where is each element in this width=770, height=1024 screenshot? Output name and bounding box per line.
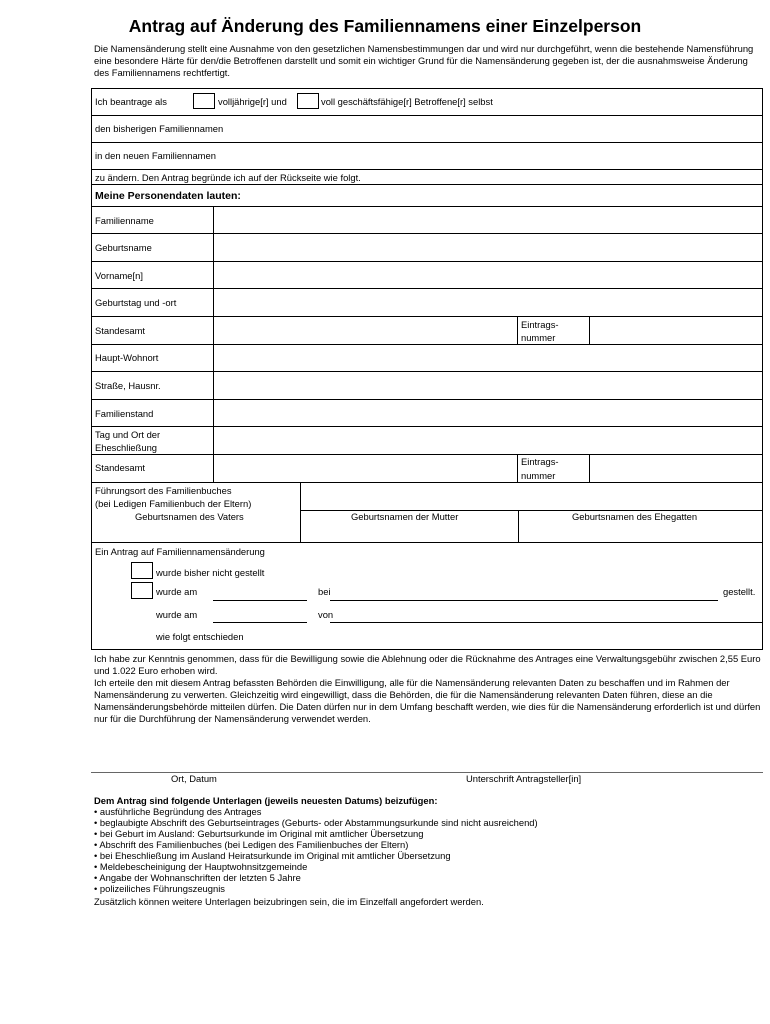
documents-section (94, 795, 764, 907)
label-standesamt-2: Standesamt (95, 462, 146, 473)
reason-text: zu ändern. Den Antrag begründe ich auf der Rückseite wie folgt. (95, 172, 361, 183)
geburtstag-field[interactable] (91, 316, 763, 317)
made-authority-field[interactable] (330, 600, 718, 601)
label-bei: bei (318, 586, 331, 597)
intro-text: Die Namensänderung stellt eine Ausnahme von den gesetzlichen Namensbestimmungen dar und wird nur durchgeführt, wenn die bestehende Namensführung eine besondere Härte für den/die Betroffenen darstellt und somit ein wichtiger Grund für die Namensänderung gegeben ist, der die ausnahmsweise Änderung des Familiennamens rechtfertigt. (94, 43, 754, 78)
request-option-1: volljährige[r] und (218, 96, 287, 107)
made-date-field[interactable] (213, 600, 307, 601)
consent-fee: Ich habe zur Kenntnis genommen, dass für die Bewilligung sowie die Ablehnung oder die Rücknahme des Antrages eine Verwaltungsgebühr zwischen 2,55 Euro und 1.022 Euro erhoben wird. (94, 653, 761, 676)
label-made-am: wurde am (156, 586, 198, 597)
consent-text (94, 653, 764, 725)
label-place-date: Ort, Datum (171, 773, 217, 784)
label-signature: Unterschrift Antragsteller[in] (466, 773, 582, 784)
strasse-field[interactable] (91, 399, 763, 400)
label-gestellt: gestellt. (723, 586, 756, 597)
vorname-field[interactable] (91, 288, 763, 289)
label-gn-vater: Geburtsnamen des Vaters (135, 511, 244, 522)
label-new-name: in den neuen Familiennamen (95, 150, 216, 161)
label-eintragsnummer-2b: nummer (521, 470, 556, 481)
request-option-2: voll geschäftsfähige[r] Betroffene[r] selbst (321, 96, 493, 107)
familienstand-field[interactable] (91, 426, 763, 427)
decided-authority-field[interactable] (330, 622, 762, 623)
checkbox-made[interactable] (131, 582, 153, 599)
checkbox-geschaeftsfaehig[interactable] (297, 93, 319, 109)
list-item: • bei Eheschließung im Ausland Heiratsurkunde im Original mit amtlicher Übersetzung (94, 850, 764, 861)
documents-heading: Dem Antrag sind folgende Unterlagen (jeweils neuesten Datums) beizufügen: (94, 795, 438, 806)
eheschliessung-field[interactable] (91, 454, 763, 455)
list-item: • beglaubigte Abschrift des Geburtseintrages (Geburts- oder Abstammungsurkunde sind nicht ausreichend) (94, 817, 764, 828)
decided-date-field[interactable] (213, 622, 307, 623)
label-familienstand: Familienstand (95, 408, 154, 419)
list-item: • Angabe der Wohnanschriften der letzten 5 Jahre (94, 872, 764, 883)
label-von: von (318, 609, 334, 620)
checkbox-volljaehrig[interactable] (193, 93, 215, 109)
old-name-field[interactable] (91, 142, 763, 143)
new-name-field[interactable] (91, 169, 763, 170)
request-prefix: Ich beantrage als (95, 96, 167, 107)
hauptwohnort-field[interactable] (91, 371, 763, 372)
label-decided: wie folgt entschieden (156, 631, 244, 642)
list-item: • Abschrift des Familienbuches (bei Ledigen des Familienbuches der Eltern) (94, 839, 764, 850)
label-decided-am: wurde am (156, 609, 198, 620)
standesamt-field[interactable] (91, 344, 763, 345)
documents-footer: Zusätzlich können weitere Unterlagen beizubringen sein, die im Einzelfall angefordert werden. (94, 896, 484, 907)
documents-list (94, 806, 764, 894)
label-geburtsname: Geburtsname (95, 242, 152, 253)
standesamt-2-field[interactable] (91, 482, 763, 483)
label-standesamt: Standesamt (95, 325, 146, 336)
label-eintragsnummer-2a: Eintrags- (521, 456, 559, 467)
familienname-field[interactable] (91, 233, 763, 234)
list-item: • bei Geburt im Ausland: Geburtsurkunde im Original mit amtlicher Übersetzung (94, 828, 764, 839)
label-eintragsnummer-1a: Eintrags- (521, 319, 559, 330)
geburtsname-field[interactable] (91, 261, 763, 262)
label-gn-ehegatte: Geburtsnamen des Ehegatten (572, 511, 698, 522)
label-eheschliessung-1: Tag und Ort der (95, 429, 161, 440)
personal-heading: Meine Personendaten lauten: (95, 190, 241, 202)
label-strasse: Straße, Hausnr. (95, 380, 161, 391)
label-fuehrungsort-2: (bei Ledigen Familienbuch der Eltern) (95, 498, 252, 509)
consent-data: Ich erteile den mit diesem Antrag befassten Behörden die Einwilligung, alle für die Namensänderung relevanten Daten zu beschaffen und im Rahmen der Namensänderung zu verwerten. Gleichzeitig wird eingewilligt, dass die Behörden, die für die Namensänderung relevanten Daten führen, diese an die Namensänderungsbehörde mitteilen dürfen. Die Daten dürfen nur in dem Umfang beschafft werden, wie dies für die Namensänderung erforderlich ist und dürfen nur für die Durchführung der Namensänderung verwendet werden. (94, 677, 761, 724)
label-eintragsnummer-1b: nummer (521, 332, 556, 343)
label-vorname: Vorname[n] (95, 270, 143, 281)
label-geburtstag: Geburtstag und -ort (95, 297, 177, 308)
label-fuehrungsort-1: Führungsort des Familienbuches (95, 485, 232, 496)
checkbox-not-made[interactable] (131, 562, 153, 579)
label-not-made: wurde bisher nicht gestellt (156, 567, 265, 578)
label-eheschliessung-2: Eheschließung (95, 442, 158, 453)
label-familienname: Familienname (95, 215, 154, 226)
list-item: • Meldebescheinigung der Hauptwohnsitzgemeinde (94, 861, 764, 872)
list-item: • ausführliche Begründung des Antrages (94, 806, 764, 817)
list-item: • polizeiliches Führungszeugnis (94, 883, 764, 894)
label-gn-mutter: Geburtsnamen der Mutter (351, 511, 459, 522)
form-title: Antrag auf Änderung des Familiennamens einer Einzelperson (128, 16, 642, 36)
previous-heading: Ein Antrag auf Familiennamensänderung (95, 546, 265, 557)
label-old-name: den bisherigen Familiennamen (95, 123, 224, 134)
label-hauptwohnort: Haupt-Wohnort (95, 352, 159, 363)
